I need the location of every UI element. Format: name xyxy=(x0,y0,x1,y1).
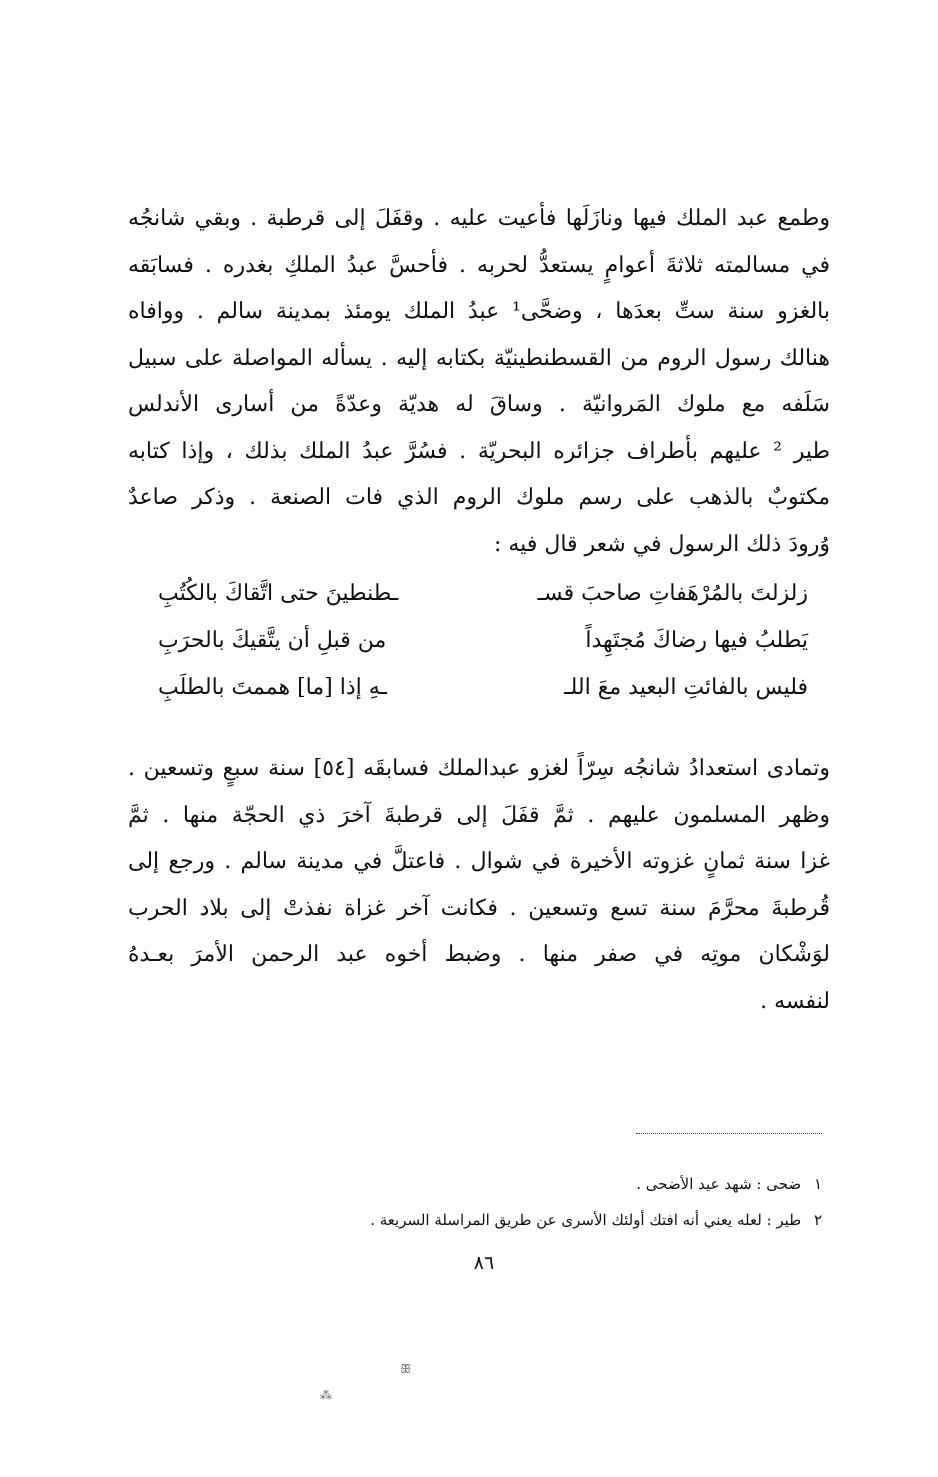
ink-speck: ⁂ xyxy=(320,1388,332,1402)
page-number: ٨٦ xyxy=(473,1252,495,1274)
verse-second-hemistich: ـهِ إذا [ما] هممتَ بالطلَبِ xyxy=(158,675,387,700)
text-line: في مسالمته ثلاثةَ أعوامٍ يستعدُّ لحربه . فأحسَّ عبدُ الملكِ بغدره . فسابَقه xyxy=(128,252,830,278)
verse-first-hemistich: زلزلتَ بالمُرْهَفاتِ صاحبَ قسـ xyxy=(537,581,808,606)
paragraph-2 xyxy=(128,746,830,1025)
text-line: هنالك رسول الروم من القسطنطينيّة بكتابه إليه . يسأله المواصلة على سبيل xyxy=(128,345,830,371)
text-line: بالغزو سنة ستِّ بعدَها ، وضحَّى¹ عبدُ الملك يومئذ بمدينة سالم . ووافاه xyxy=(128,299,830,324)
footnote-text: ضحى : شهد عيد الأضحى . xyxy=(636,1175,802,1193)
footnote-divider xyxy=(636,1133,822,1134)
footnote xyxy=(370,1166,822,1202)
verse-second-hemistich: من قبلِ أن يتَّقيكَ بالحرَبِ xyxy=(158,628,387,653)
text-line: سَلَفه مع ملوك المَروانيّة . وساقَ له هديّة وعدّةً من أسارى الأندلس xyxy=(128,392,830,417)
footnote-number: ١ xyxy=(813,1175,822,1193)
text-line: طير ² عليهم بأطراف جزائره البحريّة . فسُرَّ عبدُ الملك بذلك ، وإذا كتابه xyxy=(128,438,830,464)
footnote-text: طير : لعله يعني أنه افتك أولئك الأسرى عن طريق المراسلة السريعة . xyxy=(370,1211,802,1229)
poem-verse xyxy=(158,617,808,664)
poem-verse xyxy=(158,570,808,617)
poem xyxy=(158,570,808,711)
verse-second-hemistich: ـطنطينَ حتى اتَّقاكَ بالكُتُبِ xyxy=(158,581,399,606)
text-line: لوَشْكان موتِه في صفر منها . وضبط أخوه عبد الرحمن الأمرَ بعـدهُ xyxy=(128,942,830,967)
ink-speck: ꕥ xyxy=(400,1362,412,1376)
paragraph-1 xyxy=(128,196,830,568)
footnote-number: ٢ xyxy=(813,1211,822,1229)
text-line: وُرودَ ذلك الرسول في شعر قال فيه : xyxy=(493,531,830,557)
footnotes xyxy=(370,1166,822,1238)
verse-first-hemistich: يَطلبُ فيها رضاكَ مُجتَهِداً xyxy=(585,628,808,653)
verse-first-hemistich: فليس بالفائتِ البعيد معَ اللـ xyxy=(564,675,808,700)
text-line: لنفسه . xyxy=(760,988,830,1014)
text-line: وتمادى استعدادُ شانجُه سِرّاً لغزو عبدالملك فسابقَه [٥٤] سنة سبعٍ وتسعين . xyxy=(128,756,830,781)
text-line: مكتوبٌ بالذهب على رسم ملوك الروم الذي فات الصنعة . وذكر صاعدٌ xyxy=(128,485,830,510)
text-line: وظهر المسلمون عليهم . ثمَّ قفَلَ إلى قرطبةَ آخرَ ذي الحجّة منها . ثمَّ xyxy=(128,802,830,828)
poem-verse xyxy=(158,664,808,711)
text-line: قُرطبةَ محرَّمَ سنة تسع وتسعين . فكانت آخر غزاة نفذتْ إلى بلاد الحرب xyxy=(128,895,830,921)
footnote xyxy=(370,1202,822,1238)
text-line: غزا سنة ثمانٍ غزوته الأخيرة في شوال . فاعتلَّ في مدينة سالم . ورجع إلى xyxy=(128,849,830,874)
text-line: وطمع عبد الملك فيها ونازَلَها فأعيت عليه . وقفَلَ إلى قرطبة . وبقي شانجُه xyxy=(128,206,830,231)
